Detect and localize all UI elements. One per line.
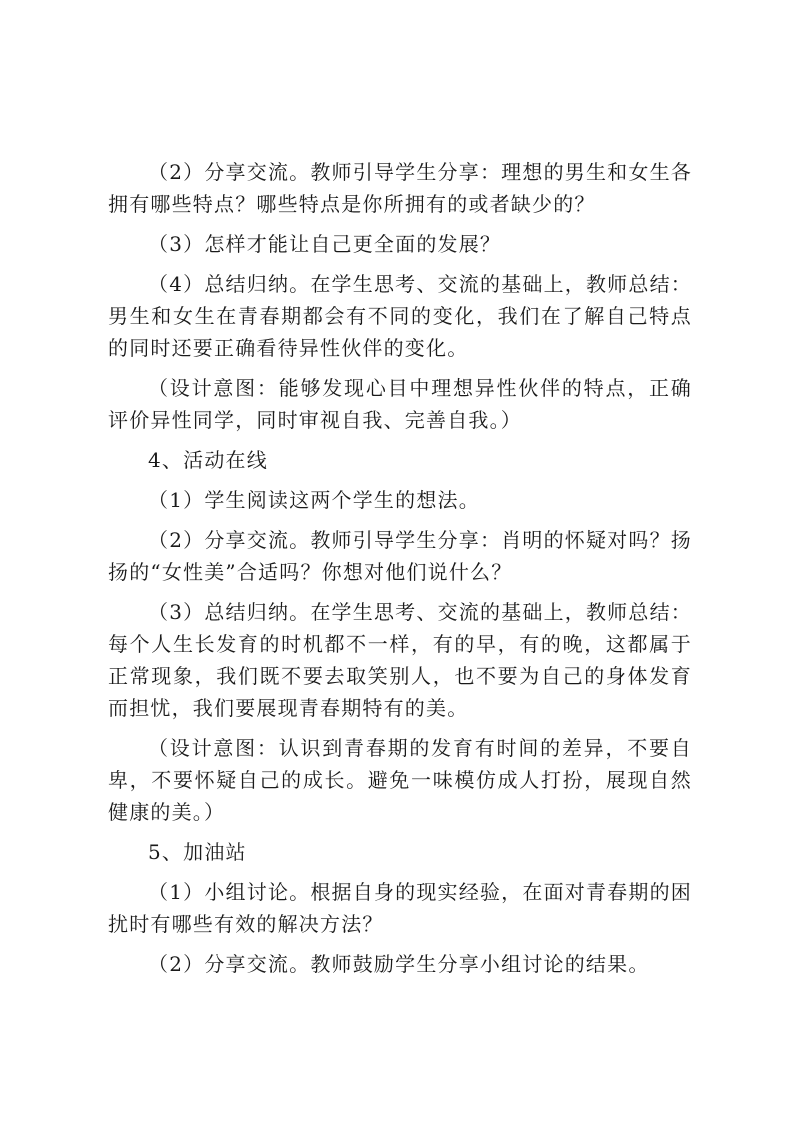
paragraph-read-ideas: （1）学生阅读这两个学生的想法。 — [148, 488, 480, 512]
paragraph-design-intent-1: （设计意图：能够发现心目中理想异性伙伴的特点，正确评价异性同学，同时审视自我、完善自我。） — [108, 376, 692, 432]
paragraph-group-discussion: （1）小组讨论。根据自身的现实经验，在面对青春期的困扰时有哪些有效的解决方法？ — [108, 880, 692, 936]
section-heading-activity-online: 4、活动在线 — [148, 448, 268, 472]
paragraph-develop-fully: （3）怎样才能让自己更全面的发展？ — [148, 232, 502, 256]
paragraph-summary-changes: （4）总结归纳。在学生思考、交流的基础上，教师总结：男生和女生在青春期都会有不同的变化，我们在了解自己特点的同时还要正确看待异性伙伴的变化。 — [108, 272, 692, 360]
paragraph-share-ideal-traits: （2）分享交流。教师引导学生分享：理想的男生和女生各拥有哪些特点？哪些特点是你所拥有的或者缺少的？ — [108, 160, 692, 216]
paragraph-share-doubts: （2）分享交流。教师引导学生分享：肖明的怀疑对吗？扬扬的“女性美”合适吗？你想对他们说什么？ — [108, 528, 692, 584]
paragraph-share-results: （2）分享交流。教师鼓励学生分享小组讨论的结果。 — [148, 952, 650, 976]
paragraph-summary-growth: （3）总结归纳。在学生思考、交流的基础上，教师总结：每个人生长发育的时机都不一样，有的早，有的晚，这都属于正常现象，我们既不要去取笑别人，也不要为自己的身体发育而担忧，我们要展现青春期特有的美。 — [108, 600, 692, 720]
document-body — [108, 156, 692, 988]
paragraph-design-intent-2: （设计意图：认识到青春期的发育有时间的差异，不要自卑，不要怀疑自己的成长。避免一味模仿成人打扮，展现自然健康的美。） — [108, 736, 692, 824]
section-heading-refuel-station: 5、加油站 — [148, 840, 247, 864]
